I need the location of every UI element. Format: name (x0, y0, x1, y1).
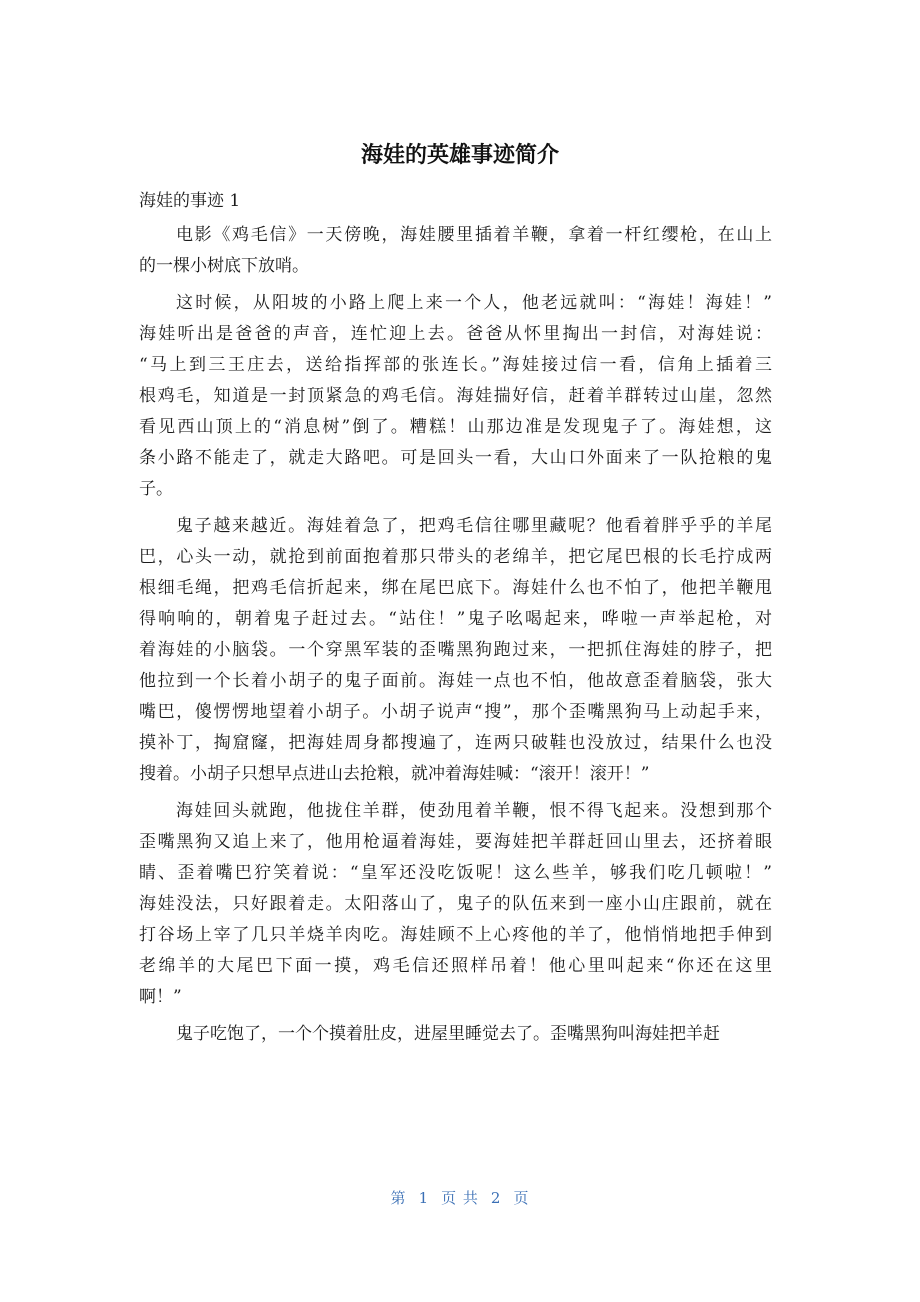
paragraph-line: 搜着。小胡子只想早点进山去抢粮，就冲着海娃喊：“滚开！滚开！” (139, 764, 650, 784)
page-label-prefix: 第 (390, 1189, 407, 1207)
paragraph-line: 着海娃的小脑袋。一个穿黑军装的歪嘴黑狗跑过来，一把抓住海娃的脖子，把 (139, 640, 772, 660)
paragraph-line: 鬼子吃饱了，一个个摸着肚皮，进屋里睡觉去了。歪嘴黑狗叫海娃把羊赶 (176, 1024, 720, 1044)
paragraph-line: 鬼子越来越近。海娃着急了，把鸡毛信往哪里藏呢？他看着胖乎乎的羊尾 (176, 516, 772, 536)
paragraph-line: “马上到三王庄去，送给指挥部的张连长。”海娃接过信一看，信角上插着三 (139, 355, 772, 375)
paragraph-container (139, 220, 772, 1050)
body-paragraph (139, 220, 772, 282)
paragraph-line: 歪嘴黑狗又追上来了，他用枪逼着海娃，要海娃把羊群赶回山里去，还挤着眼 (139, 832, 772, 852)
page-title: 海娃的英雄事迹简介 (360, 143, 559, 168)
paragraph-line: 看见西山顶上的“消息树”倒了。糟糕！山那边准是发现鬼子了。海娃想，这 (139, 417, 772, 437)
paragraph-line: 嘴巴，傻愣愣地望着小胡子。小胡子说声“搜”，那个歪嘴黑狗马上动起手来， (139, 702, 772, 722)
paragraph-line: 老绵羊的大尾巴下面一摸，鸡毛信还照样吊着！他心里叫起来“你还在这里 (139, 956, 772, 976)
paragraph-line: 巴，心头一动，就抢到前面抱着那只带头的老绵羊，把它尾巴根的长毛拧成两 (139, 547, 772, 567)
section-heading: 海娃的事迹 1 (139, 191, 241, 211)
paragraph-line: 这时候，从阳坡的小路上爬上来一个人，他老远就叫：“海娃！海娃！” (176, 293, 772, 313)
paragraph-line: 海娃回头就跑，他拢住羊群，使劲甩着羊鞭，恨不得飞起来。没想到那个 (176, 801, 772, 821)
document-body (139, 186, 772, 1056)
paragraph-line: 根鸡毛，知道是一封顶紧急的鸡毛信。海娃揣好信，赶着羊群转过山崖，忽然 (139, 386, 772, 406)
paragraph-line: 的一棵小树底下放哨。 (139, 256, 309, 276)
current-page-number: 1 (418, 1189, 430, 1207)
paragraph-line: 根细毛绳，把鸡毛信折起来，绑在尾巴底下。海娃什么也不怕了，他把羊鞭甩 (139, 578, 772, 598)
paragraph-line: 摸补丁，掏窟窿，把海娃周身都搜遍了，连两只破鞋也没放过，结果什么也没 (139, 733, 772, 753)
paragraph-line: 啊！” (139, 987, 182, 1007)
paragraph-line: 条小路不能走了，就走大路吧。可是回头一看，大山口外面来了一队抢粮的鬼 (139, 448, 772, 468)
paragraph-line: 睛、歪着嘴巴狞笑着说：“皇军还没吃饭呢！这么些羊，够我们吃几顿啦！” (139, 863, 772, 883)
paragraph-line: 得响响的，朝着鬼子赶过去。“站住！”鬼子吆喝起来，哗啦一声举起枪，对 (139, 609, 772, 629)
paragraph-line: 海娃听出是爸爸的声音，连忙迎上去。爸爸从怀里掏出一封信，对海娃说： (139, 324, 772, 344)
page-label-suffix: 页 (513, 1189, 530, 1207)
page-label-middle: 页 共 (441, 1189, 479, 1207)
paragraph-line: 子。 (139, 479, 173, 499)
body-paragraph (139, 796, 772, 1013)
paragraph-line: 他拉到一个长着小胡子的鬼子面前。海娃一点也不怕，他故意歪着脑袋，张大 (139, 671, 772, 691)
paragraph-line: 电影《鸡毛信》一天傍晚，海娃腰里插着羊鞭，拿着一杆红缨枪，在山上 (176, 225, 772, 245)
total-pages-number: 2 (490, 1189, 502, 1207)
body-paragraph (139, 511, 772, 790)
body-paragraph (139, 1019, 772, 1050)
body-paragraph (139, 288, 772, 505)
paragraph-line: 打谷场上宰了几只羊烧羊肉吃。海娃顾不上心疼他的羊了，他悄悄地把手伸到 (139, 925, 772, 945)
page-footer (0, 1187, 920, 1209)
paragraph-line: 海娃没法，只好跟着走。太阳落山了，鬼子的队伍来到一座小山庄跟前，就在 (139, 894, 772, 914)
